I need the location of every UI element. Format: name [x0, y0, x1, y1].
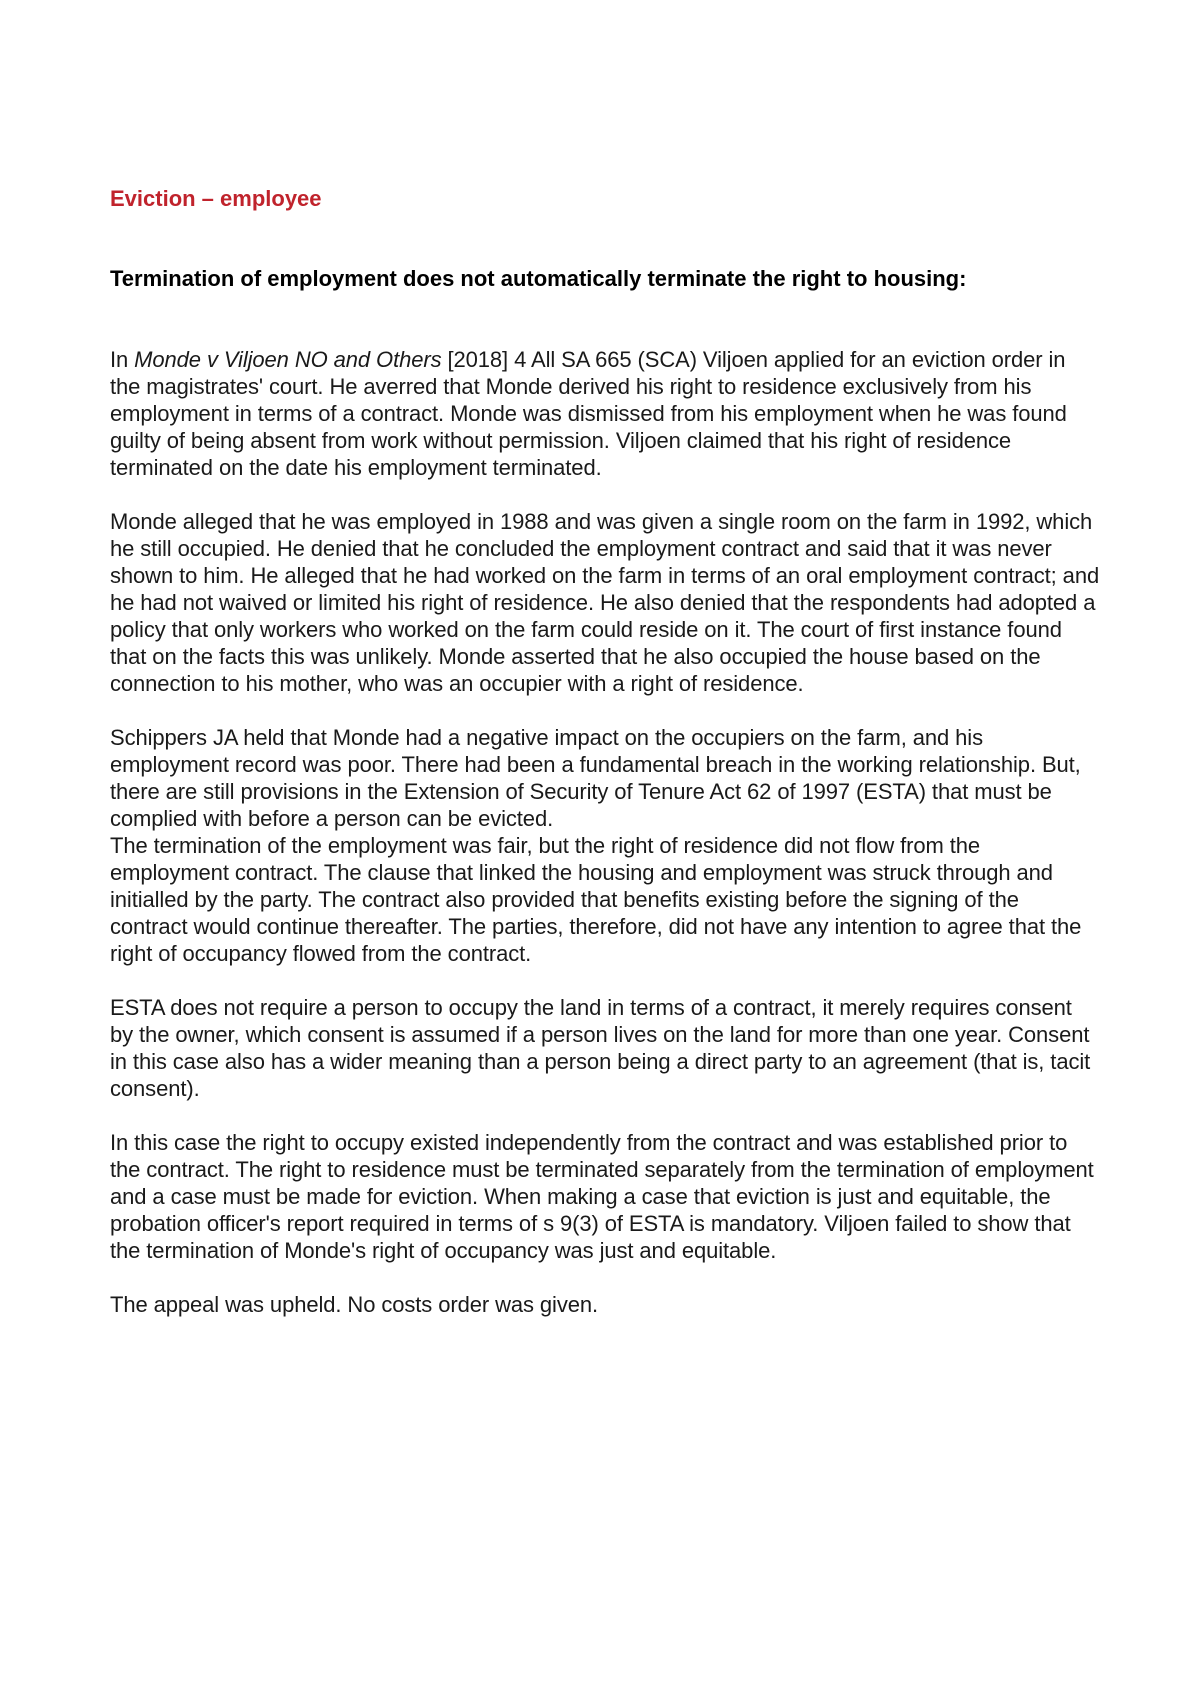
- paragraph-termination-fair: The termination of the employment was fair, but the right of residence did not flow from the employment contract. The clause that linked the housing and employment was struck through and initialled by the party. The contract also provided that benefits existing before the signing of the contract would continue thereafter. The parties, therefore, did not have any intention to agree that the right of occupancy flowed from the contract.: [110, 833, 1082, 966]
- paragraph-appeal-upheld: The appeal was upheld. No costs order was given.: [110, 1292, 599, 1317]
- paragraph-schippers-held: Schippers JA held that Monde had a negative impact on the occupiers on the farm, and his employment record was poor. There had been a fundamental breach in the working relationship. But, there are still provisions in the Extension of Security of Tenure Act 62 of 1997 (ESTA) that must be complied with before a person can be evicted.: [110, 725, 1081, 831]
- case-citation-name: Monde v Viljoen NO and Others: [134, 347, 442, 372]
- document-page: [110, 184, 1100, 1345]
- document-body: [110, 346, 1100, 1318]
- paragraph-monde-allegations: Monde alleged that he was employed in 1988 and was given a single room on the farm in 1992, which he still occupied. He denied that he concluded the employment contract and said that it was never shown to him. He alleged that he had worked on the farm in terms of an oral employment contract; and he had not waived or limited his right of residence. He also denied that the respondents had adopted a policy that only workers who worked on the farm could reside on it. The court of first instance found that on the facts this was unlikely. Monde asserted that he also occupied the house based on the connection to his mother, who was an occupier with a right of residence.: [110, 509, 1100, 696]
- paragraph-esta-consent: ESTA does not require a person to occupy the land in terms of a contract, it merely requires consent by the owner, which consent is assumed if a person lives on the land for more than one year. Consent in this case also has a wider meaning than a person being a direct party to an agreement (that is, tacit consent).: [110, 995, 1091, 1101]
- paragraph-rest: [2018] 4 All SA 665 (SCA) Viljoen applied for an eviction order in the magistrates' court. He averred that Monde derived his right to residence exclusively from his employment in terms of a contract. Monde was dismissed from his employment when he was found guilty of being absent from work without permission. Viljoen claimed that his right of residence terminated on the date his employment terminated.: [110, 347, 1067, 480]
- section-heading: Eviction – employee: [110, 186, 322, 211]
- paragraph-right-independent: In this case the right to occupy existed independently from the contract and was established prior to the contract. The right to residence must be terminated separately from the termination of employment and a case must be made for eviction. When making a case that eviction is just and equitable, the probation officer's report required in terms of s 9(3) of ESTA is mandatory. Viljoen failed to show that the termination of Monde's right of occupancy was just and equitable.: [110, 1130, 1094, 1263]
- paragraph-case-intro: [110, 346, 1100, 481]
- sub-heading: Termination of employment does not automatically terminate the right to housing:: [110, 266, 967, 291]
- paragraph-prefix: In: [110, 347, 135, 372]
